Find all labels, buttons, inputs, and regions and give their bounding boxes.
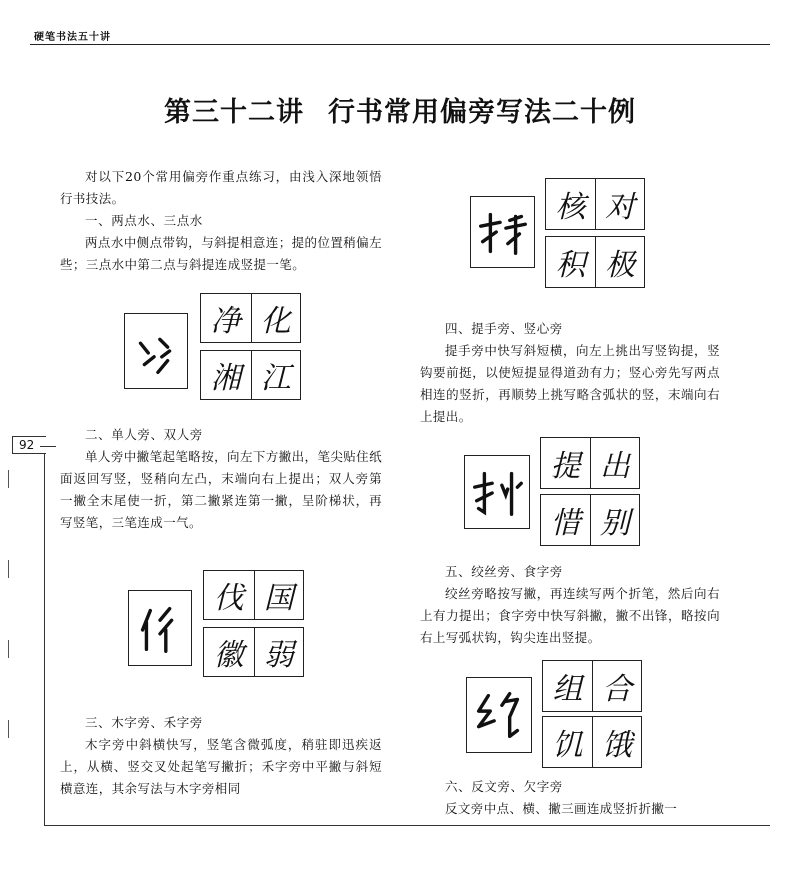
margin-tick (8, 560, 9, 578)
example-grid-row-2 (540, 494, 640, 546)
example-character: 湘 (210, 361, 241, 396)
chapter-title (0, 90, 800, 129)
example-character: 提 (550, 449, 581, 484)
example-character: 组 (552, 672, 583, 707)
wood-radical-sample (471, 197, 534, 267)
margin-tick (8, 640, 9, 658)
example-character: 别 (590, 495, 639, 545)
section-2-block (60, 424, 382, 534)
section-heading-3: 三、木字旁、禾字旁 (85, 715, 203, 730)
example-character: 饿 (592, 717, 641, 767)
example-character: 饥 (552, 728, 583, 763)
radical-sample-box (466, 677, 532, 753)
section-heading-5: 五、绞丝旁、食字旁 (445, 564, 563, 579)
silk-radical-sample (467, 678, 531, 752)
example-grid-row-1 (545, 178, 645, 230)
section-4-block (420, 318, 720, 428)
page-number-dash (40, 446, 56, 447)
section-heading-1: 一、两点水、三点水 (85, 213, 203, 228)
margin-tick (8, 720, 9, 738)
section-body-1: 两点水中侧点带钩，与斜提相意连；提的位置稍偏左些；三点水中第二点与斜提连成竖提一笔。 (60, 235, 382, 272)
hand-radical-sample (465, 456, 529, 528)
example-grid-row-2 (203, 627, 304, 677)
margin-line (44, 454, 45, 825)
example-grid-row-2 (200, 350, 301, 400)
radical-sample-box (128, 590, 192, 666)
intro-block (60, 166, 382, 276)
example-grid-row-1 (542, 660, 642, 712)
header-rule (30, 44, 770, 45)
example-character: 出 (590, 438, 639, 488)
section-body-6: 反文旁中点、横、撇三画连成竖折折撇一 (445, 801, 678, 816)
example-character: 核 (555, 190, 586, 225)
example-character: 伐 (213, 581, 244, 616)
example-grid-row-1 (540, 437, 640, 489)
running-header: 硬笔书法五十讲 (34, 32, 111, 43)
example-character: 化 (251, 294, 301, 342)
example-character: 积 (555, 248, 586, 283)
section-body-3: 木字旁中斜横快写，竖笔含微弧度，稍驻即迅疾返上，从横、竖交叉处起笔写撇折；禾字旁中平撇与斜短横意连，其余写法与木字旁相同 (60, 737, 382, 796)
example-character: 对 (595, 179, 644, 229)
section-body-4: 提手旁中快写斜短横，向左上挑出写竖钩提，竖钩要前挺，以使短提显得道劲有力；竖心旁先写两点相连的竖折，再顺势上挑写略含弧状的竖，末端向右上提出。 (420, 343, 720, 424)
example-character: 惜 (550, 506, 581, 541)
chapter-heading: 行书常用偏旁写法二十例 (328, 97, 636, 128)
bottom-rule (44, 825, 770, 826)
example-character: 极 (595, 237, 644, 287)
section-heading-6: 六、反文旁、欠字旁 (445, 779, 563, 794)
intro-paragraph: 对以下20个常用偏旁作重点练习，由浅入深地领悟行书技法。 (60, 169, 382, 206)
two-dot-water-radical-sample (125, 314, 187, 388)
radical-sample-box (464, 455, 530, 529)
page-number: 92 (12, 436, 46, 454)
example-grid-row-1 (203, 570, 304, 620)
example-grid-row-2 (545, 236, 645, 288)
example-grid-row-1 (200, 293, 301, 343)
section-heading-4: 四、提手旁、竖心旁 (445, 321, 563, 336)
radical-sample-box (470, 196, 535, 268)
example-character: 合 (592, 661, 641, 711)
example-character: 弱 (254, 628, 304, 676)
section-6-block (420, 776, 720, 820)
radical-sample-box (124, 313, 188, 389)
example-grid-row-2 (542, 716, 642, 768)
example-character: 国 (254, 571, 304, 619)
section-body-2: 单人旁中撇笔起笔略按，向左下方撇出，笔尖贴住纸面返回写竖，竖稍向左凸，末端向右上提出；双人旁第一撇全末尾使一折，第二撇紧连第一撇，呈阶梯状，再写竖笔，三笔连成一气。 (60, 449, 382, 530)
margin-tick (8, 470, 9, 488)
example-character: 江 (251, 351, 301, 399)
example-character: 徽 (213, 638, 244, 673)
section-3-block (60, 712, 382, 800)
chapter-number: 第三十二讲 (164, 97, 304, 128)
section-body-5: 绞丝旁略按写撇，再连续写两个折笔，然后向右上有力提出；食字旁中快写斜撇，撇不出锋，略按向右上写弧状钩，钩尖连出竖提。 (420, 586, 720, 645)
section-heading-2: 二、单人旁、双人旁 (85, 427, 203, 442)
section-5-block (420, 561, 720, 649)
example-character: 净 (210, 304, 241, 339)
person-radical-sample (129, 591, 191, 665)
